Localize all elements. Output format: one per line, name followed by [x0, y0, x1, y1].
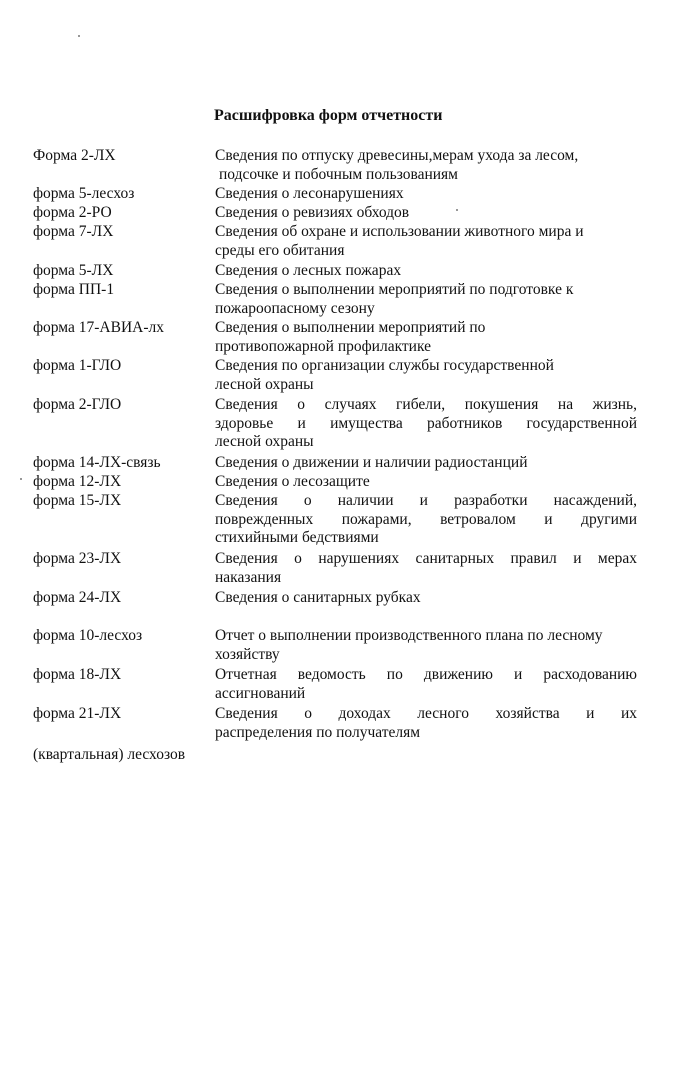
description-line: Сведения по организации службы государственной	[215, 357, 554, 374]
description-line: Сведения о ревизиях обходов	[215, 204, 410, 221]
form-code: форма 5-лесхоз	[33, 185, 135, 202]
form-code: форма 15-ЛХ	[33, 492, 122, 509]
form-code: форма 1-ГЛО	[33, 357, 122, 374]
description-line: хозяйству	[215, 645, 280, 663]
description-line: Отчетная ведомость по движению и расходованию	[215, 666, 637, 683]
form-description	[215, 666, 637, 703]
description-line: Сведения о выполнении мероприятий по подготовке к	[215, 281, 574, 298]
form-description	[215, 262, 637, 281]
form-description	[215, 454, 637, 473]
scan-speck	[456, 209, 458, 211]
form-description	[215, 319, 637, 356]
form-code: форма 18-ЛХ	[33, 666, 122, 683]
form-code: Форма 2-ЛХ	[33, 147, 116, 164]
form-description	[215, 357, 637, 394]
form-description	[215, 473, 637, 492]
description-line: пожароопасному сезону	[215, 299, 375, 317]
description-line: распределения по получателям	[215, 723, 421, 741]
form-code: форма ПП-1	[33, 281, 115, 298]
form-description	[215, 147, 637, 184]
form-code: форма 2-ГЛО	[33, 396, 122, 413]
scan-speck	[20, 478, 22, 480]
scan-speck	[78, 35, 80, 37]
description-line: Отчет о выполнении производственного плана по лесному	[215, 627, 603, 644]
form-code: форма 12-ЛХ	[33, 473, 122, 490]
form-code: форма 14-ЛХ-связь	[33, 454, 161, 471]
description-line: среды его обитания	[215, 241, 345, 259]
description-line: здоровье и имущества работников государственной	[215, 414, 637, 432]
form-description	[215, 185, 637, 204]
description-line: Сведения о нарушениях санитарных правил и мерах	[215, 550, 637, 567]
description-line: подсочке и побочным пользованиям	[219, 165, 458, 183]
description-line: ассигнований	[215, 684, 306, 702]
description-line: Сведения о лесозащите	[215, 473, 370, 490]
description-line: Сведения о доходах лесного хозяйства и их	[215, 705, 637, 722]
page-title: Расшифровка форм отчетности	[214, 107, 443, 124]
description-line: Сведения об охране и использовании животного мира и	[215, 223, 584, 240]
form-description	[215, 589, 637, 608]
form-code: форма 10-лесхоз	[33, 627, 143, 644]
description-line: Сведения о выполнении мероприятий по	[215, 319, 486, 336]
form-description	[215, 492, 637, 548]
form-code: форма 23-ЛХ	[33, 550, 122, 567]
description-line: Сведения о наличии и разработки насаждений,	[215, 492, 637, 509]
description-line: Сведения о лесных пожарах	[215, 262, 402, 279]
form-code: форма 24-ЛХ	[33, 589, 122, 606]
description-line: Сведения о санитарных рубках	[215, 589, 421, 606]
form-code: форма 2-РО	[33, 204, 112, 221]
form-code: форма 21-ЛХ	[33, 705, 122, 722]
form-description	[215, 223, 637, 260]
form-code: форма 17-АВИА-лх	[33, 319, 164, 336]
description-line: противопожарной профилактике	[215, 337, 432, 355]
description-line: Сведения по отпуску древесины,мерам ухода за лесом,	[215, 147, 579, 164]
form-description	[215, 705, 637, 742]
description-line: Сведения о лесонарушениях	[215, 185, 404, 202]
form-description	[215, 281, 637, 318]
description-line: Сведения о случаях гибели, покушения на жизнь,	[215, 396, 637, 413]
form-description	[215, 627, 637, 664]
form-description	[215, 396, 637, 452]
description-line: поврежденных пожарами, ветровалом и другими	[215, 510, 637, 528]
footnote: (квартальная) лесхозов	[33, 746, 186, 763]
description-line: лесной охраны	[215, 433, 314, 450]
description-line: стихийными бедствиями	[215, 529, 379, 546]
form-description	[215, 550, 637, 587]
description-line: наказания	[215, 568, 282, 586]
description-line: лесной охраны	[215, 375, 314, 393]
form-description	[215, 204, 637, 223]
description-line: Сведения о движении и наличии радиостанций	[215, 454, 528, 471]
form-code: форма 5-ЛХ	[33, 262, 114, 279]
form-code: форма 7-ЛХ	[33, 223, 114, 240]
